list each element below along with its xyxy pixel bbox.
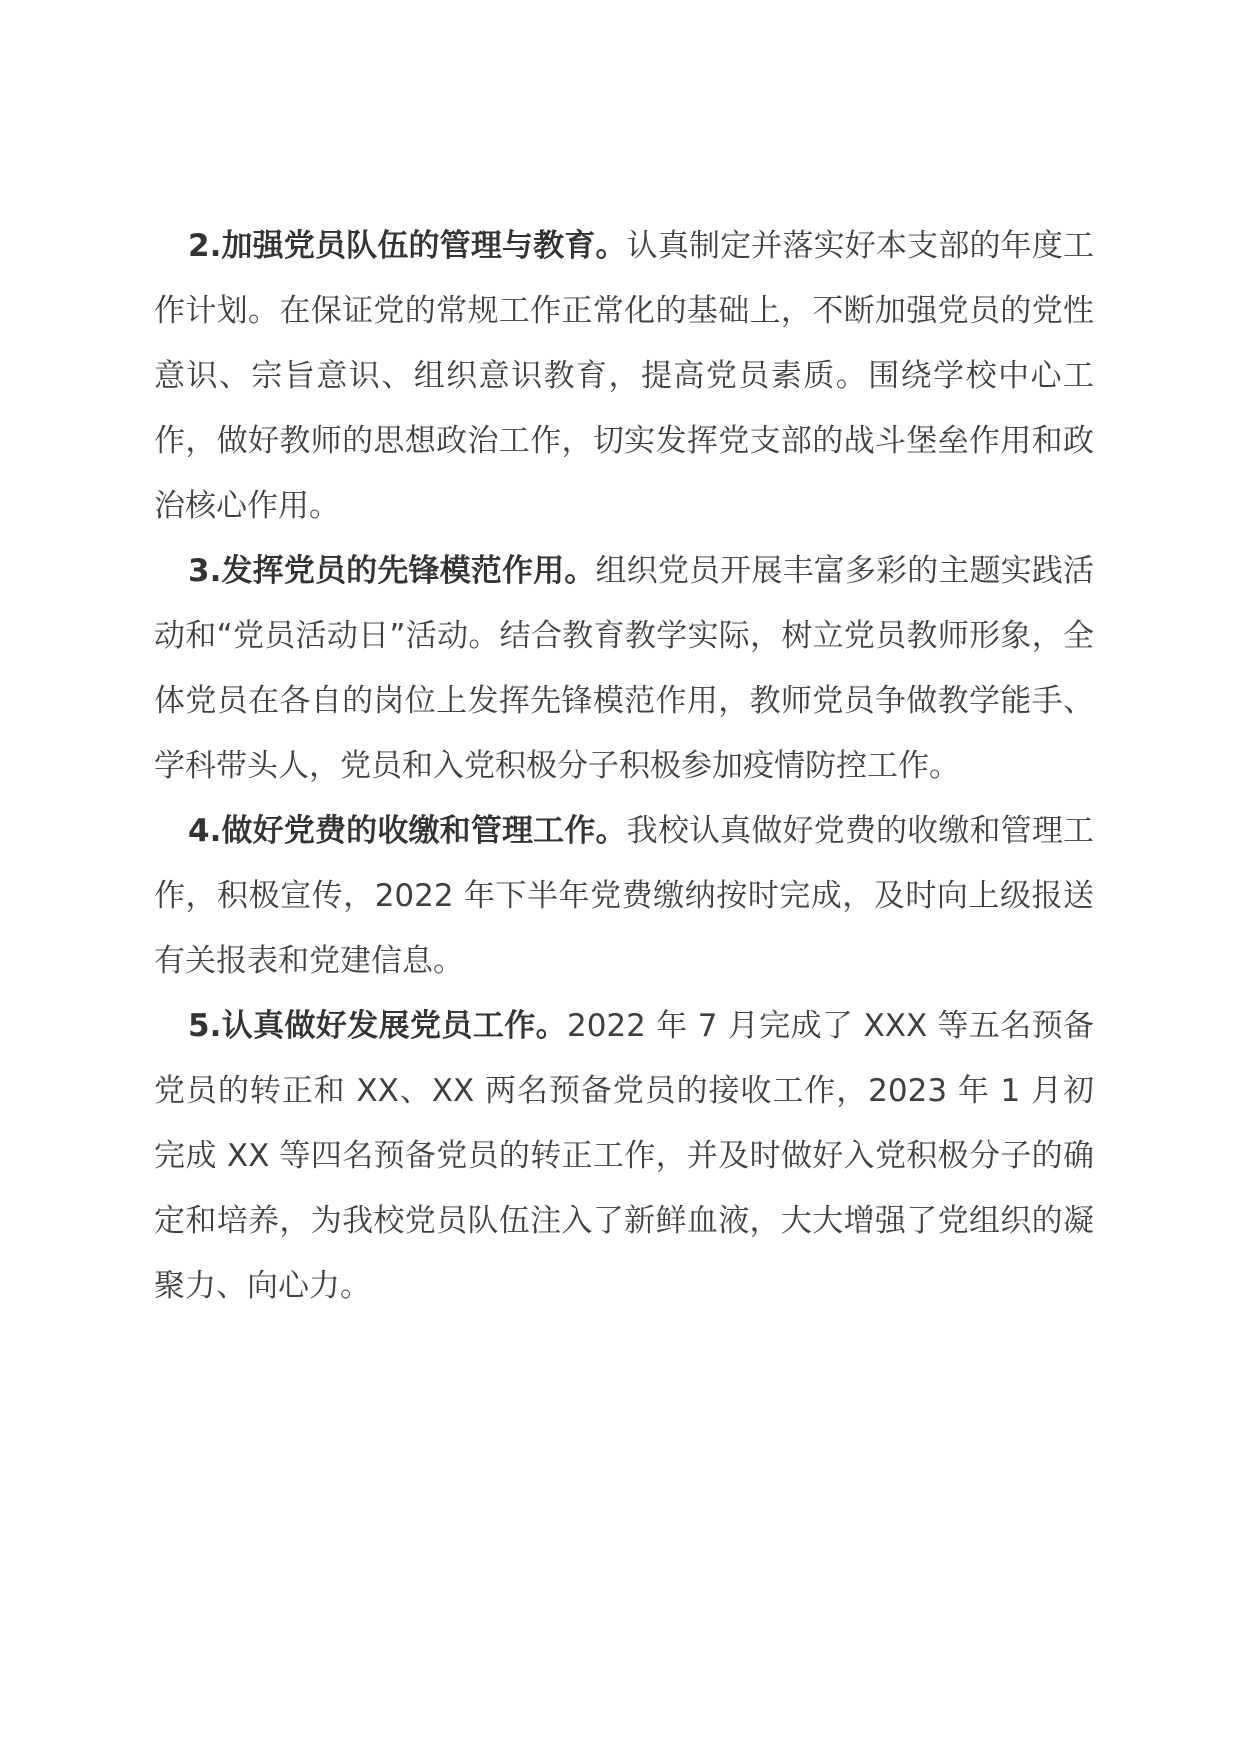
paragraph-member-development (154, 994, 1094, 1319)
paragraph-heading: 4.做好党费的收缴和管理工作。 (188, 813, 627, 849)
paragraph-party-dues (154, 799, 1094, 994)
paragraph-body: 我校认真做好党费的收缴和管理工作，积极宣传，2022 年下半年党费缴纳按时完成，及时向上级报送有关报表和党建信息。 (154, 813, 1094, 979)
paragraph-heading: 2.加强党员队伍的管理与教育。 (188, 228, 627, 264)
paragraph-vanguard-role (154, 539, 1094, 799)
paragraph-body: 认真制定并落实好本支部的年度工作计划。在保证党的常规工作正常化的基础上，不断加强党员的党性意识、宗旨意识、组织意识教育，提高党员素质。围绕学校中心工作，做好教师的思想政治工作，切实发挥党支部的战斗堡垒作用和政治核心作用。 (154, 228, 1094, 524)
paragraph-body: 2022 年 7 月完成了 XXX 等五名预备党员的转正和 XX、XX 两名预备党员的接收工作，2023 年 1 月初完成 XX 等四名预备党员的转正工作，并及时做好入党积极分子的确定和培养，为我校党员队伍注入了新鲜血液，大大增强了党组织的凝聚力、向心力。 (154, 1008, 1094, 1304)
paragraph-body: 组织党员开展丰富多彩的主题实践活动和“党员活动日”活动。结合教育教学实际，树立党员教师形象，全体党员在各自的岗位上发挥先锋模范作用，教师党员争做教学能手、学科带头人，党员和入党积极分子积极参加疫情防控工作。 (154, 553, 1094, 784)
paragraph-party-member-management (154, 214, 1094, 539)
paragraph-heading: 3.发挥党员的先锋模范作用。 (188, 553, 596, 589)
paragraph-heading: 5.认真做好发展党员工作。 (188, 1008, 567, 1044)
document-body (154, 214, 1094, 1319)
